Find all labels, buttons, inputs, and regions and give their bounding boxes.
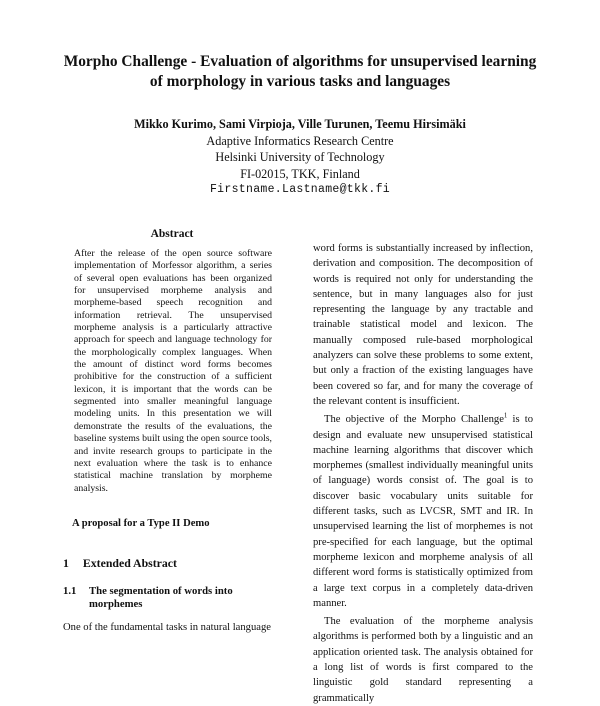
footnote-marker: 1 bbox=[503, 411, 508, 420]
body-paragraph: One of the fundamental tasks in natural language bbox=[63, 621, 271, 633]
right-column bbox=[313, 241, 533, 706]
affiliation-line: FI-02015, TKK, Finland bbox=[240, 166, 360, 181]
affiliation-line: Adaptive Informatics Research Centre bbox=[206, 133, 394, 148]
section-number: 1 bbox=[63, 555, 69, 570]
author-names: Mikko Kurimo, Sami Virpioja, Ville Turunen, Teemu Hirsimäki bbox=[134, 117, 466, 131]
body-paragraph: The evaluation of the morpheme analysis algorithms is performed both by a linguistic and an application oriented task. The analysis obtained for a long list of words is first compared to the linguistic gold standard representing a grammatically bbox=[313, 616, 533, 704]
affiliation-line: Helsinki University of Technology bbox=[215, 150, 385, 164]
body-paragraph bbox=[313, 412, 533, 611]
subsection-heading bbox=[63, 585, 281, 611]
subsection-title: The segmentation of words into morphemes bbox=[89, 584, 233, 610]
demo-type-heading: A proposal for a Type II Demo bbox=[72, 517, 210, 529]
abstract-heading: Abstract bbox=[150, 228, 194, 240]
paragraph-text: is to design and evaluate new unsupervised statistical machine learning algorithms that discover which morphemes (smallest individually meaningful units of language) words consist of. The goal is to discover basic vocabulary units suitable for different tasks, such as LVCSR, SMT and IR. In unsupervised learning the list of morphemes is not pre-specified for each language, but the optimal morpheme lexicon and morpheme analysis of all different word forms is statistically optimized from a large text corpus in a completely data-driven manner. bbox=[313, 414, 533, 609]
abstract-text: After the release of the open source software implementation of Morfessor algorithm, a series of several open evaluations has been organized for unsupervised morpheme analysis and morpheme-based speech recognition and information retrieval. The unsupervised morpheme analysis is a particularly attractive approach for speech and language technology for the morphologically complex languages. When the amount of distinct word forms becomes prohibitive for the construction of a sufficient lexicon, it is important that the words can be segmented into smaller meaningful language modeling units. In this presentation we will demonstrate the results of the evaluations, the baseline systems built using the open source tools, and invite research groups to participate in the next evaluation where the task is to enhance statistical machine translation by morpheme analysis. bbox=[74, 248, 272, 494]
author-block bbox=[60, 116, 540, 199]
subsection-number: 1.1 bbox=[63, 584, 77, 597]
paragraph-text: The objective of the Morpho Challenge bbox=[324, 414, 504, 426]
paper-title: Morpho Challenge - Evaluation of algorithms for unsupervised learning of morphology in various tasks and languages bbox=[63, 53, 537, 90]
section-heading bbox=[63, 556, 281, 571]
body-paragraph: word forms is substantially increased by inflection, derivation and composition. The decomposition of words is required not only for understanding the sentence, but in many languages also for just representing the language by any tractable and trainable statistical model and lexicon. The manually composed rule-based morphological analyzers can solve these problems to some extent, but only a fraction of the existing languages have been covered so far, and for many the coverage of the relevant content is insufficient. bbox=[313, 243, 533, 407]
author-email: Firstname.Lastname@tkk.fi bbox=[209, 183, 391, 196]
left-column bbox=[63, 228, 281, 634]
section-title: Extended Abstract bbox=[82, 555, 177, 570]
